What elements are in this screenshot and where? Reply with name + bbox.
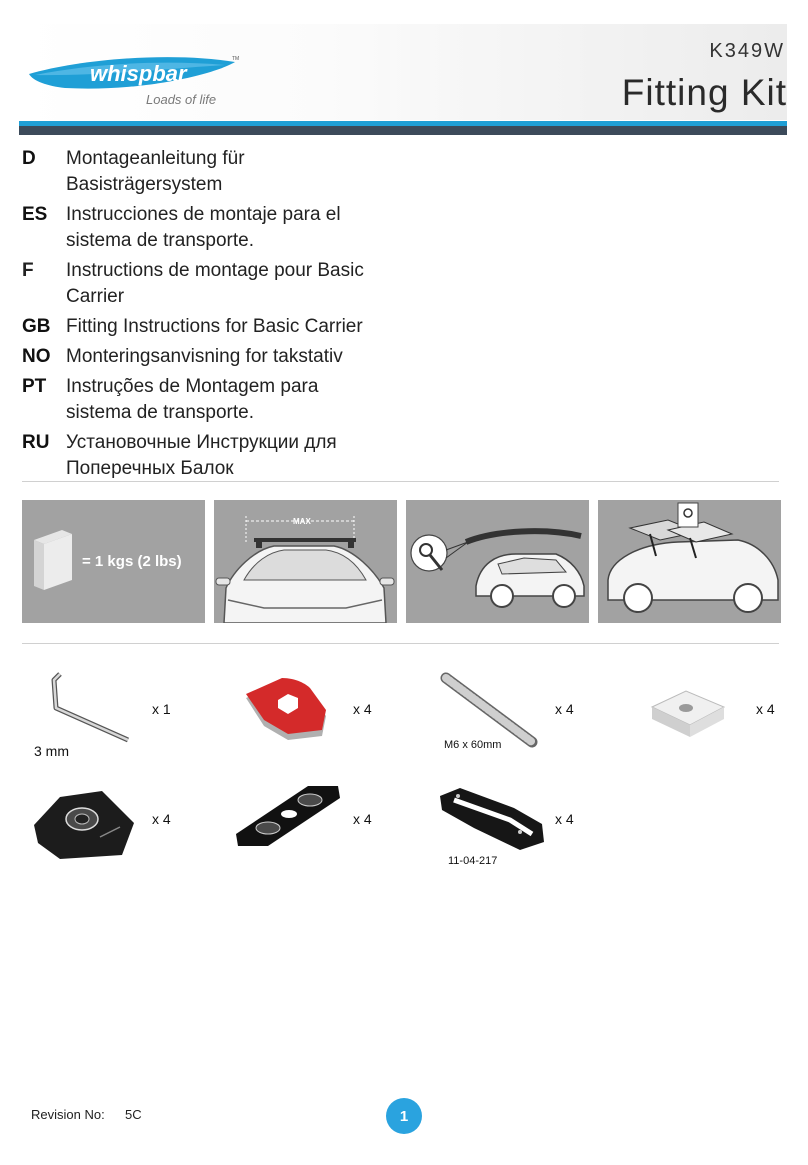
language-row-ru [22,430,442,482]
page-title: Fitting Kit [621,72,787,113]
part-qty: x 4 [353,701,372,717]
language-row-es [22,202,442,254]
brand-tagline: Loads of life [146,92,217,107]
revision-label: Revision No: [31,1107,105,1122]
language-text: Instruções de Montagem para sistema de transporte. [66,376,319,423]
kit-code: K349W [709,40,785,62]
language-row-f [22,258,442,310]
foot-pad-icon [30,783,140,863]
language-row-gb [22,314,442,340]
language-code: F [22,260,34,281]
logo-wordmark: whispbar [90,61,187,86]
part-label: M6 x 60mm [444,739,502,751]
language-row-d [22,146,442,198]
clamp-bracket-icon [434,784,554,856]
divider [22,643,779,644]
language-code: D [22,148,36,169]
revision-value: 5C [125,1107,142,1122]
red-cap-icon [240,676,332,746]
square-nut-icon [646,681,730,741]
language-code: NO [22,346,51,367]
roof-load-panel [598,500,781,623]
language-code: ES [22,204,48,225]
language-row-no [22,344,442,370]
language-row-pt [22,374,442,426]
threaded-rod-icon [440,672,540,748]
part-label: 11-04-217 [448,855,498,867]
divider [22,481,779,482]
part-label: 3 mm [34,743,69,759]
page-number-badge: 1 [386,1098,422,1134]
language-text: Установочные Инструкции для Поперечных Балок [66,432,337,479]
tool-car-panel [406,500,589,623]
language-code: PT [22,376,47,397]
language-code: RU [22,432,50,453]
language-text: Fitting Instructions for Basic Carrier [66,316,363,337]
part-qty: x 4 [555,701,574,717]
hex-key-icon [40,668,140,748]
car-roof-load-icon [598,500,781,623]
part-qty: x 4 [353,811,372,827]
language-list [22,146,442,486]
weight-label: = 1 kgs (2 lbs) [82,553,182,570]
language-text: Instrucciones de montaje para el sistema de transporte. [66,204,341,251]
language-text: Montageanleitung für Basisträgersystem [66,148,245,195]
info-panels [22,500,782,623]
wrench-car-icon [406,500,589,623]
rubber-pad-icon [232,780,344,850]
part-qty: x 4 [555,811,574,827]
weight-panel [22,500,205,623]
header-dark-band [19,126,787,135]
max-width-panel [214,500,397,623]
language-text: Monteringsanvisning for takstativ [66,346,343,367]
part-qty: x 1 [152,701,171,717]
language-text: Instructions de montage pour Basic Carrier [66,260,364,307]
part-qty: x 4 [756,701,775,717]
max-width-label: MAX [293,517,311,526]
language-code: GB [22,316,51,337]
part-qty: x 4 [152,811,171,827]
trademark-mark: TM [232,56,240,62]
